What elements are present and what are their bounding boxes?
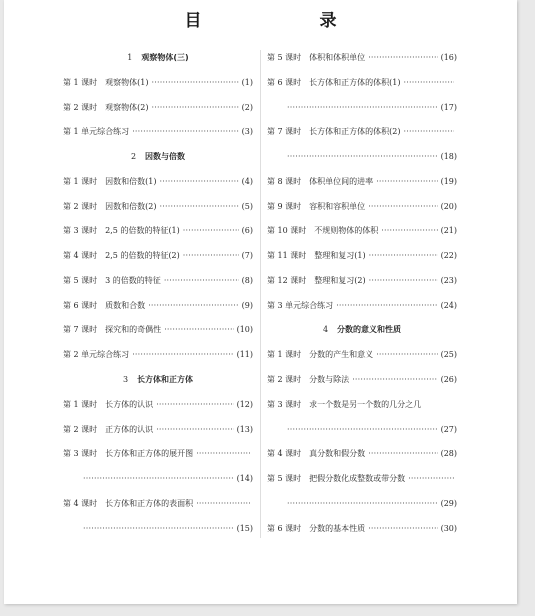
leader-dots (381, 225, 437, 237)
entry-label: 第 6 课时 分数的基本性质 (267, 524, 366, 533)
entry-label: 第 5 课时 把假分数化成整数或带分数 (267, 474, 406, 483)
toc-entry[interactable] (63, 201, 253, 213)
toc-entry[interactable] (267, 349, 457, 361)
toc-page (4, 0, 517, 604)
leader-dots (368, 523, 437, 535)
leader-dots (408, 473, 454, 485)
unit-number: 2 (130, 152, 137, 161)
entry-label: 第 6 课时 长方体和正方体的体积(1) (267, 78, 401, 87)
entry-page: (4) (241, 177, 253, 186)
leader-dots (376, 176, 437, 188)
leader-dots (287, 102, 438, 114)
entry-label: 第 4 课时 长方体和正方体的表面积 (63, 499, 194, 508)
unit-title: 观察物体(三) (141, 53, 189, 62)
leader-dots (156, 399, 233, 411)
unit-title: 长方体和正方体 (137, 375, 194, 384)
leader-dots (196, 448, 250, 460)
unit-heading (63, 52, 253, 64)
entry-label: 第 9 课时 容积和容积单位 (267, 202, 366, 211)
entry-label: 第 1 课时 因数和倍数(1) (63, 177, 157, 186)
entry-label: 第 1 课时 分数的产生和意义 (267, 350, 374, 359)
entry-page: (15) (236, 524, 253, 533)
toc-entry-continuation[interactable] (63, 473, 253, 485)
toc-entry[interactable] (267, 275, 457, 287)
entry-label: 第 12 课时 整理和复习(2) (267, 276, 366, 285)
toc-entry[interactable] (63, 324, 253, 336)
leader-dots (183, 225, 239, 237)
unit-heading (267, 324, 457, 336)
leader-dots (164, 324, 233, 336)
entry-label: 第 7 课时 探究和的奇偶性 (63, 325, 162, 334)
entry-label: 第 2 课时 分数与除法 (267, 375, 350, 384)
entry-page: (16) (440, 53, 457, 62)
entry-page: (23) (440, 276, 457, 285)
toc-entry[interactable] (267, 250, 457, 262)
toc-entry-continuation[interactable] (267, 424, 457, 436)
entry-page: (18) (440, 152, 457, 161)
toc-entry[interactable] (63, 275, 253, 287)
entry-page: (20) (440, 202, 457, 211)
toc-entry[interactable] (267, 77, 457, 89)
entry-label: 第 4 课时 真分数和假分数 (267, 449, 366, 458)
toc-entry[interactable] (63, 448, 253, 460)
leader-dots (404, 77, 454, 89)
leader-dots (287, 498, 438, 510)
entry-page: (2) (241, 103, 253, 112)
entry-page: (12) (236, 400, 253, 409)
entry-label: 第 2 单元综合练习 (63, 350, 130, 359)
entry-page: (10) (236, 325, 253, 334)
unit-number: 1 (127, 53, 133, 62)
toc-entry[interactable] (63, 498, 253, 510)
toc-entry[interactable] (267, 399, 457, 411)
toc-entry[interactable] (267, 52, 457, 64)
entry-page: (26) (440, 375, 457, 384)
leader-dots (369, 250, 438, 262)
toc-entry[interactable] (267, 126, 457, 138)
leader-dots (369, 275, 438, 287)
toc-entry[interactable] (63, 424, 253, 436)
toc-entry[interactable] (63, 126, 253, 138)
entry-page: (22) (440, 251, 457, 260)
leader-dots (132, 349, 233, 361)
entry-page: (28) (440, 449, 457, 458)
leader-dots (132, 126, 238, 138)
toc-entry[interactable] (267, 201, 457, 213)
leader-dots (160, 201, 239, 213)
entry-page: (11) (236, 350, 253, 359)
toc-entry[interactable] (267, 225, 457, 237)
toc-entry[interactable] (267, 300, 457, 312)
leader-dots (156, 424, 233, 436)
entry-page: (7) (241, 251, 253, 260)
toc-entry-continuation[interactable] (63, 523, 253, 535)
toc-entry[interactable] (63, 176, 253, 188)
entry-label: 第 1 课时 长方体的认识 (63, 400, 154, 409)
leader-dots (352, 374, 437, 386)
toc-entry[interactable] (63, 225, 253, 237)
entry-label: 第 2 课时 因数和倍数(2) (63, 202, 157, 211)
entry-page: (19) (440, 177, 457, 186)
entry-label: 第 3 单元综合练习 (267, 301, 334, 310)
unit-heading (63, 374, 253, 386)
toc-entry[interactable] (267, 448, 457, 460)
toc-entry[interactable] (267, 523, 457, 535)
leader-dots (368, 52, 437, 64)
entry-label: 第 6 课时 质数和合数 (63, 301, 146, 310)
entry-label: 第 5 课时 体积和体积单位 (267, 53, 366, 62)
unit-heading (63, 151, 253, 163)
leader-dots (287, 151, 438, 163)
leader-dots (148, 300, 238, 312)
entry-label: 第 4 课时 2,5 的倍数的特征(2) (63, 251, 180, 260)
entry-page: (30) (440, 524, 457, 533)
unit-title: 因数与倍数 (145, 152, 186, 161)
column-divider (260, 50, 261, 538)
toc-entry[interactable] (63, 102, 253, 114)
toc-entry-continuation[interactable] (267, 151, 457, 163)
entry-page: (24) (440, 301, 457, 310)
entry-page: (17) (440, 103, 457, 112)
toc-entry[interactable] (267, 374, 457, 386)
entry-page: (1) (241, 78, 253, 87)
leader-dots (83, 523, 234, 535)
leader-dots (376, 349, 437, 361)
toc-entry[interactable] (63, 300, 253, 312)
entry-label: 第 10 课时 不规则物体的体积 (267, 226, 379, 235)
leader-dots (196, 498, 250, 510)
toc-entry[interactable] (63, 349, 253, 361)
entry-label: 第 3 课时 长方体和正方体的展开图 (63, 449, 194, 458)
entry-page: (8) (241, 276, 253, 285)
leader-dots (160, 176, 239, 188)
entry-page: (9) (241, 301, 253, 310)
entry-page: (13) (236, 425, 253, 434)
leader-dots (336, 300, 437, 312)
leader-dots (183, 250, 239, 262)
toc-entry[interactable] (63, 250, 253, 262)
leader-dots (152, 77, 239, 89)
leader-dots (287, 424, 438, 436)
leader-dots (368, 448, 437, 460)
entry-label: 第 2 课时 正方体的认识 (63, 425, 154, 434)
entry-label: 第 1 单元综合练习 (63, 127, 130, 136)
leader-dots (164, 275, 239, 287)
toc-entry[interactable] (267, 473, 457, 485)
entry-page: (25) (440, 350, 457, 359)
leader-dots (368, 201, 437, 213)
entry-label: 第 1 课时 观察物体(1) (63, 78, 149, 87)
toc-entry[interactable] (63, 77, 253, 89)
entry-label: 第 3 课时 2,5 的倍数的特征(1) (63, 226, 180, 235)
entry-page: (21) (440, 226, 457, 235)
entry-label: 第 5 课时 3 的倍数的特征 (63, 276, 161, 285)
entry-page: (6) (241, 226, 253, 235)
entry-page: (5) (241, 202, 253, 211)
leader-dots (83, 473, 234, 485)
entry-label: 第 8 课时 体积单位间的进率 (267, 177, 374, 186)
unit-number: 4 (322, 325, 329, 334)
entry-label: 第 11 课时 整理和复习(1) (267, 251, 366, 260)
toc-entry-continuation[interactable] (267, 498, 457, 510)
entry-label: 第 3 课时 求一个数是另一个数的几分之几 (267, 400, 422, 409)
entry-label: 第 2 课时 观察物体(2) (63, 103, 149, 112)
entry-page: (29) (440, 499, 457, 508)
entry-page: (27) (440, 425, 457, 434)
toc-entry-continuation[interactable] (267, 102, 457, 114)
entry-page: (14) (236, 474, 253, 483)
unit-title: 分数的意义和性质 (337, 325, 402, 334)
leader-dots (404, 126, 454, 138)
leader-dots (152, 102, 239, 114)
toc-entry[interactable] (267, 176, 457, 188)
entry-label: 第 7 课时 长方体和正方体的体积(2) (267, 127, 401, 136)
entry-page: (3) (241, 127, 253, 136)
toc-title: 目 录 (184, 11, 365, 31)
toc-entry[interactable] (63, 399, 253, 411)
unit-number: 3 (122, 375, 129, 384)
